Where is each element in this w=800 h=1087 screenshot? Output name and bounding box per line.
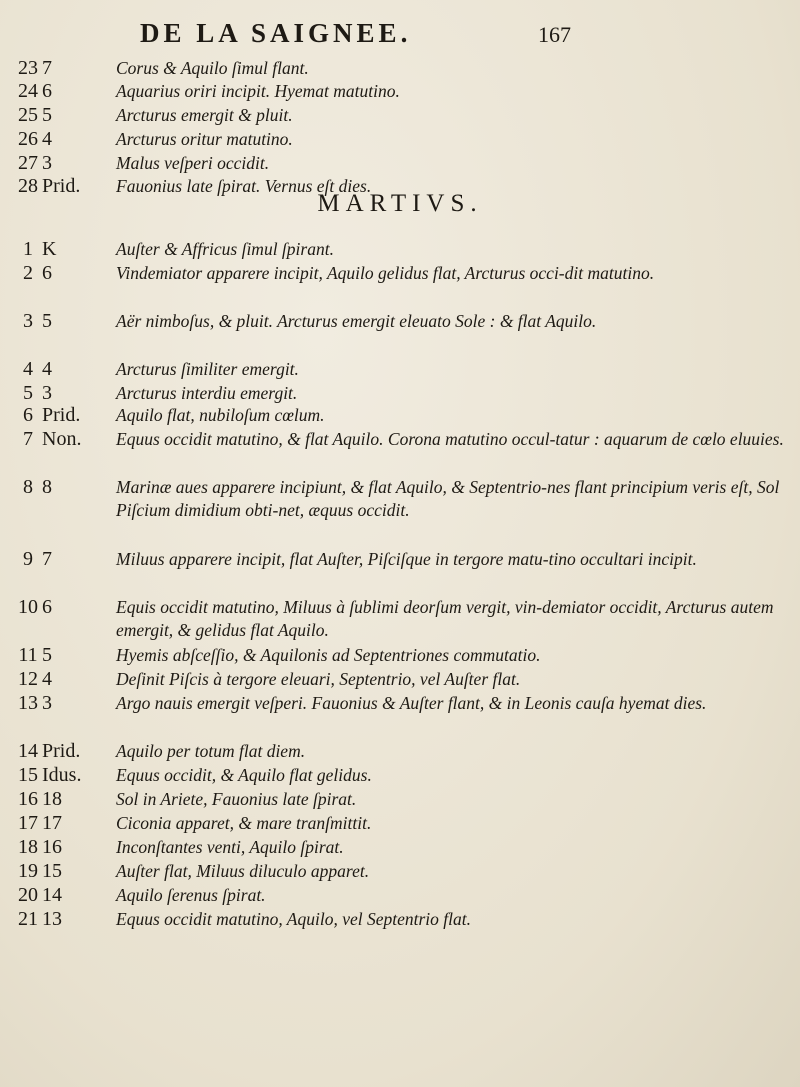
entry-text: Argo nauis emergit veſperi. Fauonius & Auſter flant, & in Leonis cauſa hyemat dies. [116, 693, 707, 713]
day-of-month: 25 [18, 104, 38, 126]
entry-text: Equus occidit matutino, Aquilo, vel Septentrio flat. [116, 909, 471, 929]
day-of-month: 24 [18, 80, 38, 102]
day-of-month: 7 [23, 428, 33, 450]
roman-day-count: 4 [42, 358, 52, 380]
entry-text: Arcturus oritur matutino. [116, 129, 293, 149]
roman-day-count: 3 [42, 692, 52, 714]
day-of-month: 14 [18, 740, 38, 762]
day-of-month: 27 [18, 152, 38, 174]
day-of-month: 4 [23, 358, 33, 380]
day-of-month: 21 [18, 908, 38, 930]
roman-day-count: 15 [42, 860, 62, 882]
entry-text: Fauonius late ſpirat. Vernus eſt dies. [116, 176, 372, 196]
entry-text: Marinæ aues apparere incipiunt, & flat Aquilo, & Septentrio-nes flant principium veris eſt, Sol Piſcium dimidium obti-net, æquus occidit. [116, 477, 780, 520]
roman-day-count: 5 [42, 644, 52, 666]
day-of-month: 18 [18, 836, 38, 858]
entry-text: Equus occidit, & Aquilo flat gelidus. [116, 765, 372, 785]
entry-text: Inconſtantes venti, Aquilo ſpirat. [116, 837, 344, 857]
day-of-month: 2 [23, 262, 33, 284]
roman-day-count: Prid. [42, 404, 81, 426]
day-of-month: 6 [23, 404, 33, 426]
entry-text: Ciconia apparet, & mare tranſmittit. [116, 813, 372, 833]
entry-text: Vindemiator apparere incipit, Aquilo gelidus flat, Arcturus occi-dit matutino. [116, 263, 655, 283]
entry-text: Auſter flat, Miluus diluculo apparet. [116, 861, 370, 881]
roman-day-count: 6 [42, 262, 52, 284]
running-title: DE LA SAIGNEE. [140, 18, 412, 48]
day-of-month: 17 [18, 812, 38, 834]
roman-day-count: 5 [42, 310, 52, 332]
entry-text: Miluus apparere incipit, flat Auſter, Piſciſque in tergore matu-tino occultari incipit. [116, 549, 697, 569]
entry-text: Aquilo ſerenus ſpirat. [116, 885, 266, 905]
entry-text: Aër nimboſus, & pluit. Arcturus emergit eleuato Sole : & flat Aquilo. [116, 311, 597, 331]
day-of-month: 26 [18, 128, 38, 150]
day-of-month: 20 [18, 884, 38, 906]
roman-day-count: Idus. [42, 764, 82, 786]
day-of-month: 10 [18, 596, 38, 618]
roman-day-count: 14 [42, 884, 62, 906]
roman-day-count: Non. [42, 428, 82, 450]
day-of-month: 28 [18, 175, 38, 197]
roman-day-count: 7 [42, 548, 52, 570]
roman-day-count: Prid. [42, 175, 81, 197]
day-of-month: 13 [18, 692, 38, 714]
roman-day-count: 3 [42, 382, 52, 404]
day-of-month: 19 [18, 860, 38, 882]
entry-text: Hyemis abſceſſio, & Aquilonis ad Septentriones commutatio. [116, 645, 541, 665]
day-of-month: 12 [18, 668, 38, 690]
entry-text: Corus & Aquilo ſimul flant. [116, 58, 309, 78]
page-header [0, 18, 800, 58]
roman-day-count: 18 [42, 788, 62, 810]
entry-text: Equis occidit matutino, Miluus à ſublimi deorſum vergit, vin-demiator occidit, Arcturus autem emergit, & gelidus flat Aquilo. [116, 597, 774, 640]
day-of-month: 3 [23, 310, 33, 332]
roman-day-count: 7 [42, 57, 52, 79]
roman-day-count: 13 [42, 908, 62, 930]
entry-text: Aquarius oriri incipit. Hyemat matutino. [116, 81, 400, 101]
page-number: 167 [538, 22, 571, 47]
roman-day-count: Prid. [42, 740, 81, 762]
day-of-month: 9 [23, 548, 33, 570]
entry-text: Arcturus interdiu emergit. [116, 383, 298, 403]
day-of-month: 16 [18, 788, 38, 810]
roman-day-count: 17 [42, 812, 62, 834]
roman-day-count: 3 [42, 152, 52, 174]
roman-day-count: 6 [42, 596, 52, 618]
entry-text: Arcturus ſimiliter emergit. [116, 359, 299, 379]
roman-day-count: 6 [42, 80, 52, 102]
entry-text: Arcturus emergit & pluit. [116, 105, 293, 125]
roman-day-count: 4 [42, 668, 52, 690]
entry-text: Equus occidit matutino, & flat Aquilo. Corona matutino occul-tatur : aquarum de cœlo eluuies. [116, 429, 784, 449]
roman-day-count: 16 [42, 836, 62, 858]
roman-day-count: 5 [42, 104, 52, 126]
day-of-month: 23 [18, 57, 38, 79]
day-of-month: 1 [23, 238, 33, 260]
day-of-month: 5 [23, 382, 33, 404]
entry-text: Deſinit Piſcis à tergore eleuari, Septentrio, vel Auſter flat. [116, 669, 521, 689]
roman-day-count: 4 [42, 128, 52, 150]
day-of-month: 15 [18, 764, 38, 786]
day-of-month: 11 [18, 644, 38, 666]
roman-day-count: 8 [42, 476, 52, 498]
entry-text: Sol in Ariete, Fauonius late ſpirat. [116, 789, 357, 809]
roman-day-count: K [42, 238, 57, 260]
entry-text: Aquilo per totum flat diem. [116, 741, 306, 761]
month-title: MARTIVS. [317, 190, 483, 217]
entry-text: Aquilo flat, nubiloſum cœlum. [116, 405, 325, 425]
entry-text: Auſter & Affricus ſimul ſpirant. [116, 239, 334, 259]
day-of-month: 8 [23, 476, 33, 498]
entry-text: Malus veſperi occidit. [116, 153, 270, 173]
